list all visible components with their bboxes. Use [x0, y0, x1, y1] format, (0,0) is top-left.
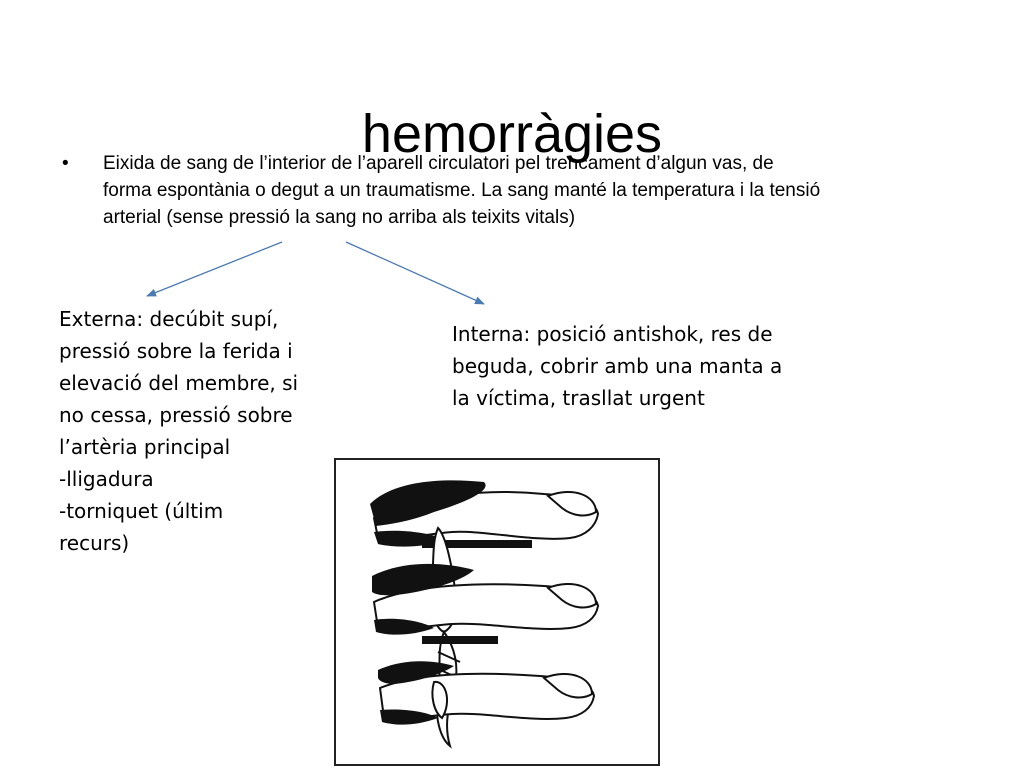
tourniquet-illustration [334, 456, 662, 768]
arrow-to-interna [346, 242, 484, 304]
externa-text [59, 303, 298, 559]
externa-line: pressió sobre la ferida i [59, 339, 293, 363]
externa-line: no cessa, pressió sobre [59, 403, 293, 427]
interna-text [452, 318, 782, 414]
arrow-to-externa [147, 242, 282, 296]
externa-line: Externa: decúbit supí, [59, 307, 279, 331]
externa-line: elevació del membre, si [59, 371, 299, 395]
externa-line: recurs) [59, 531, 130, 555]
definition-text [103, 150, 965, 231]
externa-line: l’artèria principal [59, 435, 231, 459]
interna-line: Interna: posició antishok, res de [452, 322, 773, 346]
interna-line: beguda, cobrir amb una manta a [452, 354, 783, 378]
tourniquet-bar [422, 636, 498, 644]
definition-line: Eixida de sang de l’interior de l’aparell circulatori pel trencament d’algun vas, de [103, 153, 774, 174]
interna-line: la víctima, trasllat urgent [452, 386, 705, 410]
externa-line: -lligadura [59, 467, 154, 491]
definition-line: forma espontània o degut a un traumatisme. La sang manté la temperatura i la tensió [103, 180, 821, 201]
slide-title: hemorràgies [361, 104, 663, 165]
externa-line: -torniquet (últim [59, 499, 224, 523]
bullet-marker: • [62, 153, 69, 174]
definition-line: arterial (sense pressió la sang no arriba als teixits vitals) [103, 207, 576, 228]
